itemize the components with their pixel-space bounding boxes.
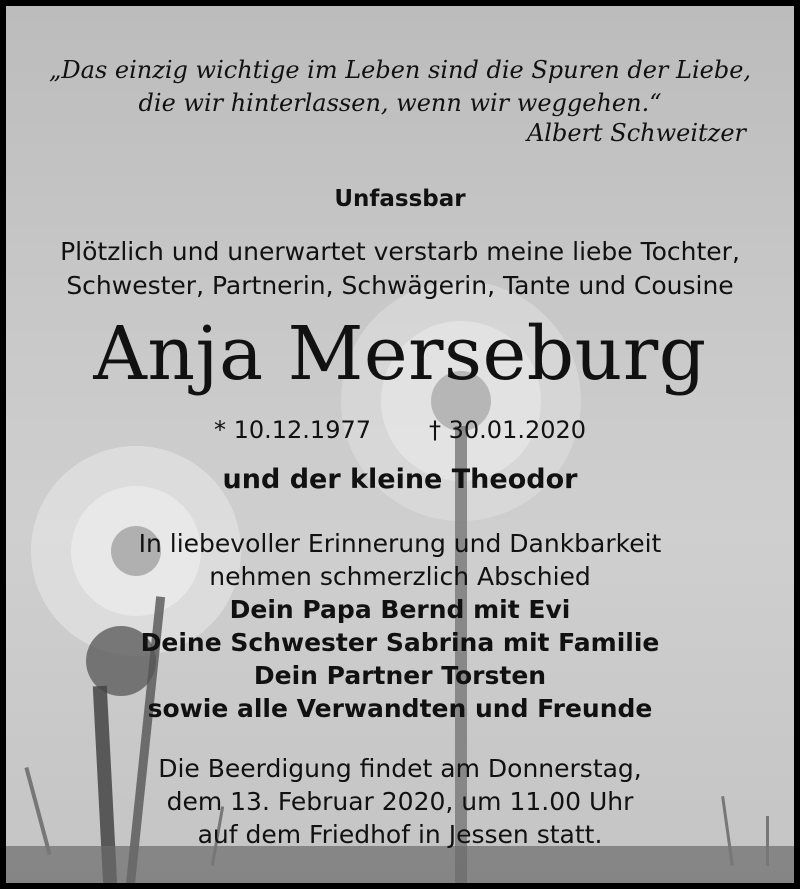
mourner-1: Dein Papa Bernd mit Evi — [229, 595, 571, 624]
obituary-content — [6, 6, 794, 883]
deceased-name: Anja Merseburg — [93, 311, 707, 397]
intro-line-2: Schwester, Partnerin, Schwägerin, Tante und Cousine — [66, 271, 734, 300]
intro-line-1: Plötzlich und unerwartet verstarb meine liebe Tochter, — [60, 237, 740, 266]
quote-line-2: die wir hinterlassen, wenn wir weggehen.“ — [138, 89, 662, 117]
mourner-2: Deine Schwester Sabrina mit Familie — [140, 628, 660, 657]
funeral-line-2: dem 13. Februar 2020, um 11.00 Uhr — [166, 787, 634, 816]
mourner-3: Dein Partner Torsten — [253, 661, 547, 690]
farewell-line-1: In liebevoller Erinnerung und Dankbarkeit — [138, 529, 662, 558]
life-dates — [6, 416, 794, 444]
with-child: und der kleine Theodor — [222, 464, 578, 495]
heading: Unfassbar — [334, 186, 466, 212]
quote-author: Albert Schweitzer — [526, 119, 746, 147]
quote-line-1: „Das einzig wichtige im Leben sind die Spuren der Liebe, — [48, 56, 752, 84]
mourner-4: sowie alle Verwandten und Freunde — [147, 694, 653, 723]
farewell-line-2: nehmen schmerzlich Abschied — [209, 562, 591, 591]
funeral-line-3: auf dem Friedhof in Jessen statt. — [197, 820, 603, 849]
death-date: † 30.01.2020 — [429, 416, 587, 444]
funeral-line-1: Die Beerdigung findet am Donnerstag, — [158, 754, 642, 783]
birth-date: * 10.12.1977 — [213, 416, 371, 444]
